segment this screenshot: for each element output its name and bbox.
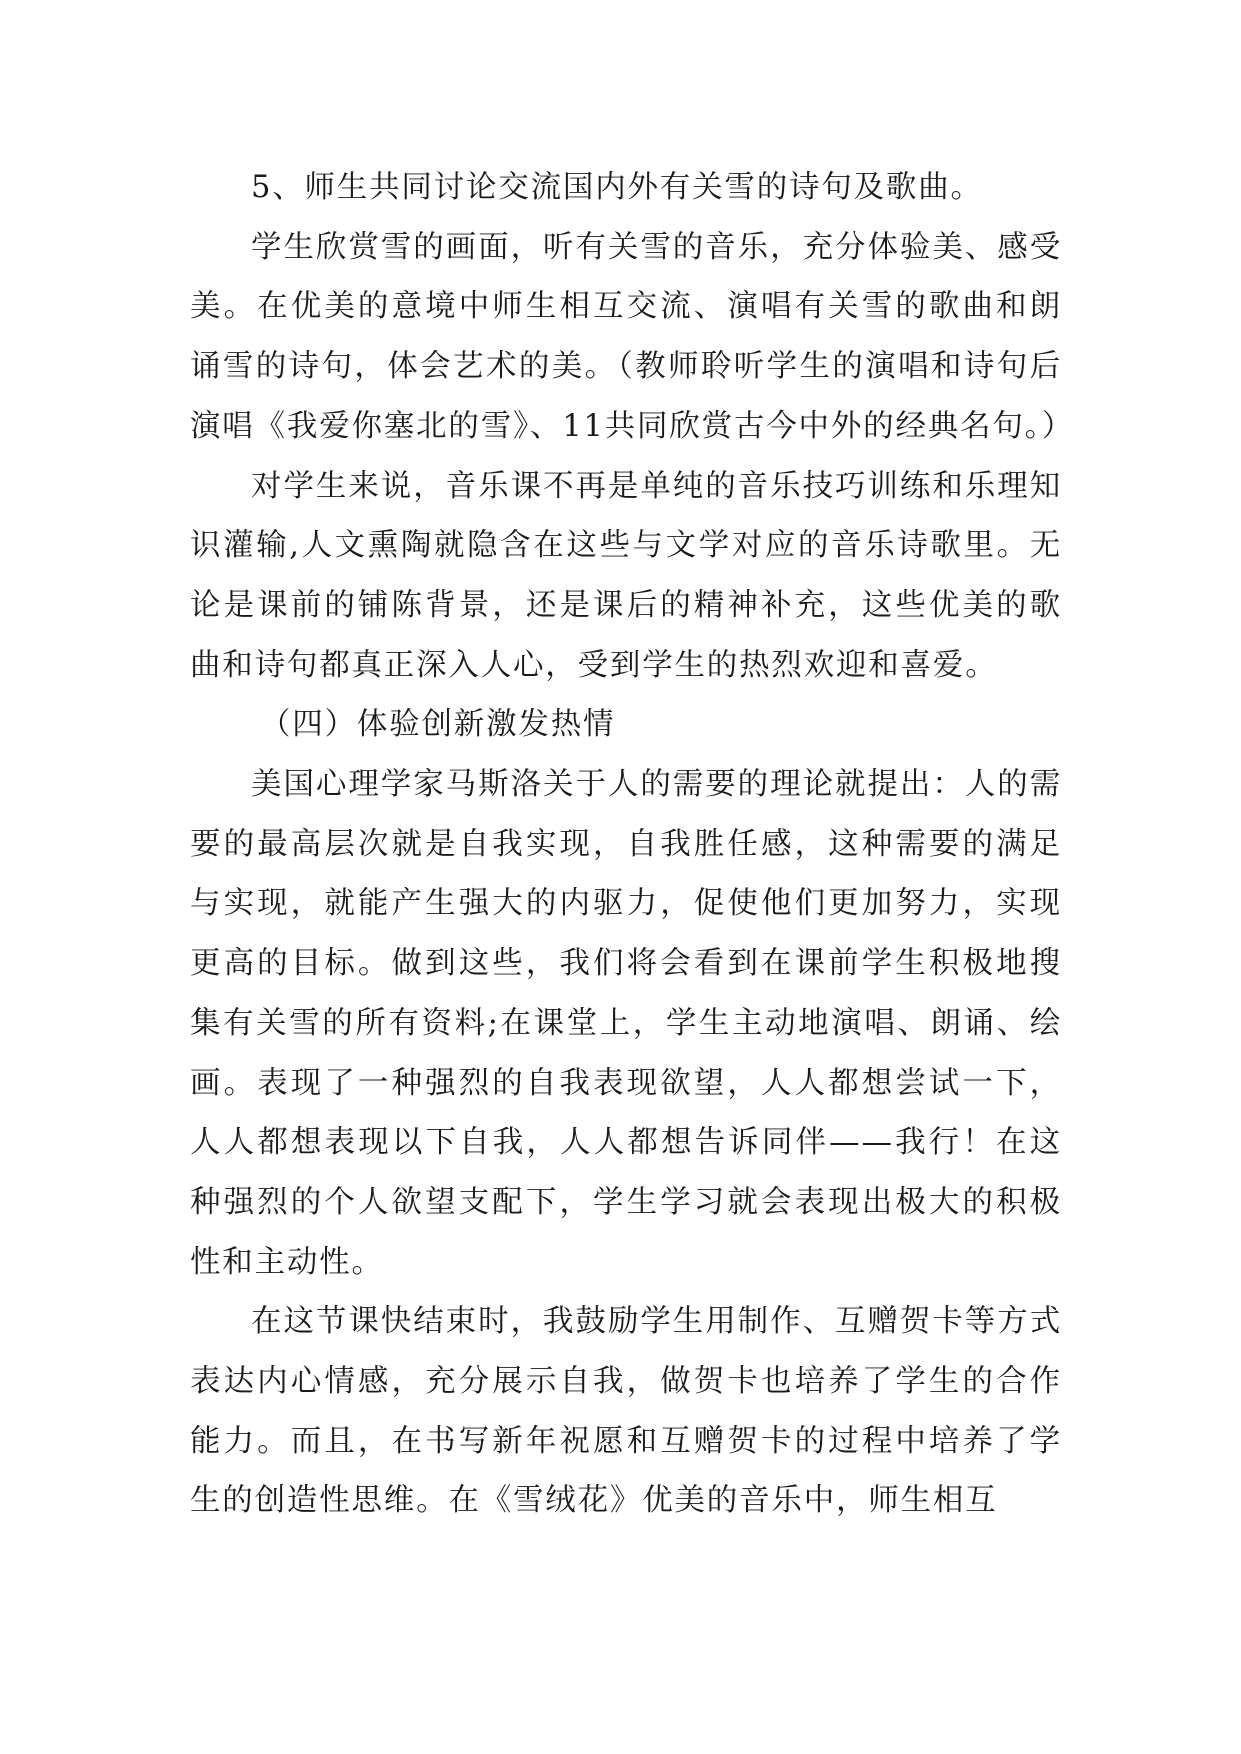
paragraph-appreciation: 学生欣赏雪的画面，听有关雪的音乐，充分体验美、感受美。在优美的意境中师生相互交流、演唱有关雪的歌曲和朗诵雪的诗句，体会艺术的美。（教师聆听学生的演唱和诗句后演唱《我爱你塞北的雪》、11共同欣赏古今中外的经典名句。）	[190, 229, 1075, 444]
paragraph-music-class: 对学生来说，音乐课不再是单纯的音乐技巧训练和乐理知识灌输,人文熏陶就隐含在这些与文学对应的音乐诗歌里。无论是课前的铺陈背景，还是课后的精神补充，这些优美的歌曲和诗句都真正深入人心，受到学生的热烈欢迎和喜爱。	[190, 468, 1062, 683]
document-body	[190, 158, 1075, 1531]
paragraph-maslow: 美国心理学家马斯洛关于人的需要的理论就提出：人的需要的最高层次就是自我实现，自我胜任感，这种需要的满足与实现，就能产生强大的内驱力，促使他们更加努力，实现更高的目标。做到这些，我们将会看到在课前学生积极地搜集有关雪的所有资料;在课堂上，学生主动地演唱、朗诵、绘画。表现了一种强烈的自我表现欲望，人人都想尝试一下，人人都想表现以下自我，人人都想告诉同伴——我行！在这种强烈的个人欲望支配下，学生学习就会表现出极大的积极性和主动性。	[190, 767, 1062, 1280]
paragraph-greeting-cards: 在这节课快结束时，我鼓励学生用制作、互赠贺卡等方式表达内心情感，充分展示自我，做贺卡也培养了学生的合作能力。而且，在书写新年祝愿和互赠贺卡的过程中培养了学生的创造性思维。在《雪绒花》优美的音乐中，师生相互	[190, 1304, 1062, 1519]
paragraph-discussion-item: 5、师生共同讨论交流国内外有关雪的诗句及歌曲。	[251, 170, 983, 205]
section-heading: （四）体验创新激发热情	[260, 707, 616, 743]
